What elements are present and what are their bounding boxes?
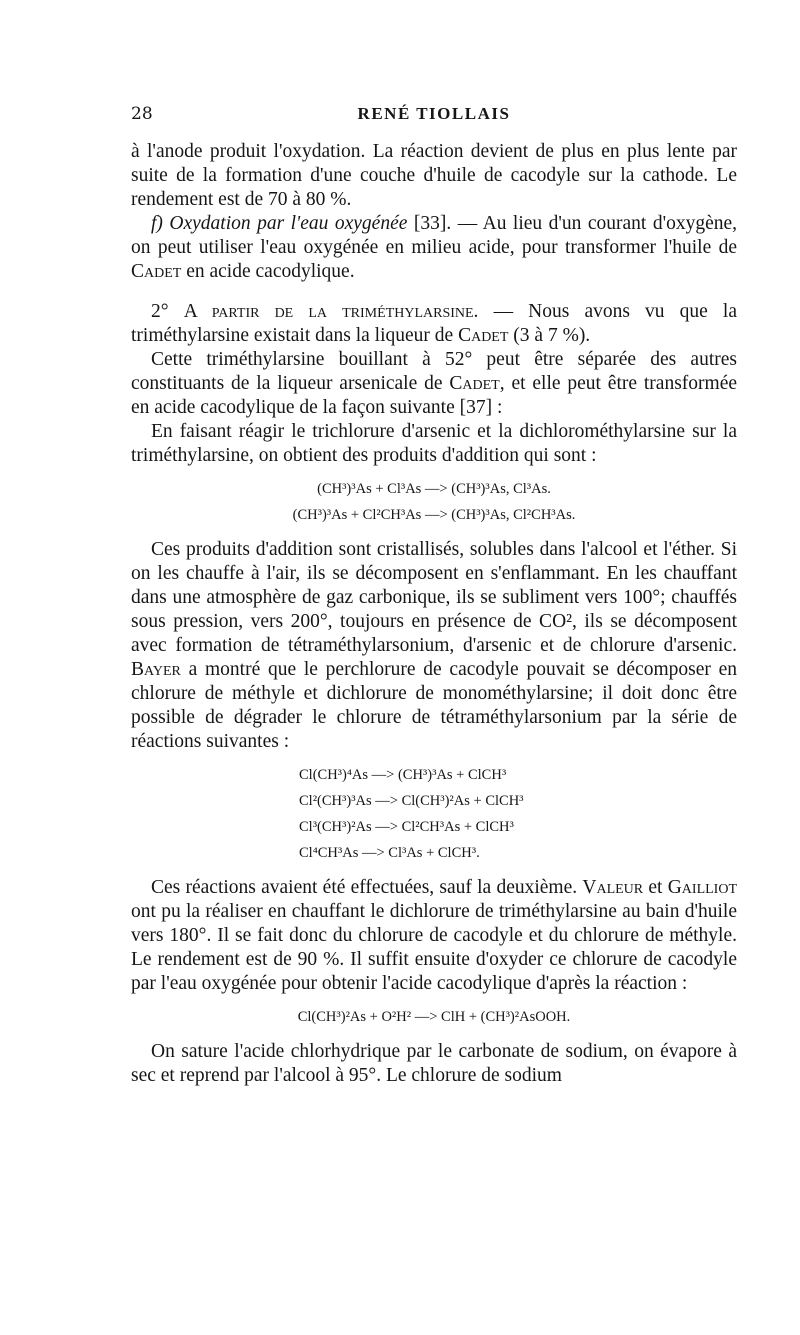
running-title: RENÉ TIOLLAIS (357, 104, 511, 123)
paragraph-text: Cette triméthylarsine bouillant à 52° peut être séparée des autres constituants de la liqueur arsenicale de (131, 349, 737, 394)
paragraph-text: ont pu la réaliser en chauffant le dichlorure de triméthylarsine au bain d'huile vers 180°. Il se fait donc du chlorure de cacodyle et du chlorure de méthyle. Le rendement est de 90 %. Il suffit ensuite d'oxyder ce chlorure de cacodyle par l'eau oxygénée pour obtenir l'acide cacodylique d'après la réaction : (131, 901, 737, 994)
paragraph-separation (131, 348, 737, 420)
equation-block-degradation (131, 762, 737, 866)
author-name: Cadet (131, 261, 182, 282)
equation-block-oxidation (131, 1004, 737, 1030)
paragraph-anode: à l'anode produit l'oxydation. La réaction devient de plus en plus lente par suite de la formation d'une couche d'huile de cacodyle sur la cathode. Le rendement est de 70 à 80 %. (131, 141, 737, 210)
paragraph-text: — Au lieu d'un courant d'oxygène, on peut utiliser l'eau oxygénée en milieu acide, pour transformer l'huile de (131, 213, 738, 258)
page-number: 28 (131, 104, 153, 124)
paragraph-text: en acide cacodylique. (186, 261, 355, 282)
section-number: 2° (151, 301, 169, 322)
paragraph-addition: En faisant réagir le trichlorure d'arsenic et la dichlorométhylarsine sur la triméthylarsine, on obtient des produits d'addition qui sont : (131, 421, 737, 466)
paragraph-eau-oxygenee (131, 212, 737, 284)
author-name: Cadet (458, 325, 509, 346)
paragraph-properties (131, 538, 737, 754)
reference: [33]. (413, 213, 452, 234)
author-name: Cadet (449, 373, 500, 394)
equation-block-addition (131, 476, 737, 528)
section-trimethylarsine (131, 300, 737, 348)
equation: (CH³)³As + Cl²CH³As —> (CH³)³As, Cl²CH³As. (292, 507, 576, 523)
paragraph-neutralisation: On sature l'acide chlorhydrique par le carbonate de sodium, on évapore à sec et reprend par l'alcool à 95°. Le chlorure de sodium (131, 1041, 737, 1086)
paragraph-text: et (648, 877, 663, 898)
subsection-label: f) Oxydation par l'eau oxygénée (151, 213, 408, 234)
author-name: Valeur (582, 877, 644, 898)
equation: Cl³(CH³)²As —> Cl²CH³As + ClCH³ (299, 819, 514, 835)
section-heading: A partir de la triméthylarsine. (183, 301, 479, 322)
paragraph-text: a montré que le perchlorure de cacodyle pouvait se décomposer en chlorure de méthyle et dichlorure de monométhylarsine; il doit donc être possible de dégrader le chlorure de tétraméthylarsonium par la série de réactions suivantes : (131, 659, 738, 752)
author-name: Gailliot (667, 877, 738, 898)
equation: Cl²(CH³)³As —> Cl(CH³)²As + ClCH³ (299, 793, 524, 809)
equation: (CH³)³As + Cl³As —> (CH³)³As, Cl³As. (317, 481, 551, 497)
author-name: Bayer (131, 659, 181, 680)
paragraph-text: Ces réactions avaient été effectuées, sauf la deuxième. (151, 877, 578, 898)
equation: Cl(CH³)²As + O²H² —> ClH + (CH³)²AsOOH. (297, 1009, 571, 1025)
page-body (131, 140, 737, 1088)
page-header (131, 104, 737, 130)
paragraph-reactions (131, 876, 737, 996)
paragraph-text: (3 à 7 %). (513, 325, 591, 346)
equation: Cl⁴CH³As —> Cl³As + ClCH³. (299, 845, 480, 861)
paragraph-text: , et elle peut être transformée en acide cacodylique de la façon suivante [37] : (131, 373, 738, 418)
paragraph-text: Ces produits d'addition sont cristallisés, solubles dans l'alcool et l'éther. Si on les chauffe à l'air, ils se décomposent en s'enflammant. En les chauffant dans une atmosphère de gaz carbonique, ils se subliment vers 100°; chauffés sous pression, vers 200°, toujours en présence de CO², ils se décomposent avec formation de tétraméthylarsonium, d'arsenic et de chlorure d'arsenic. (131, 539, 737, 656)
paragraph-text: — Nous avons vu que la triméthylarsine existait dans la liqueur de (131, 301, 738, 346)
equation: Cl(CH³)⁴As —> (CH³)³As + ClCH³ (299, 767, 507, 783)
